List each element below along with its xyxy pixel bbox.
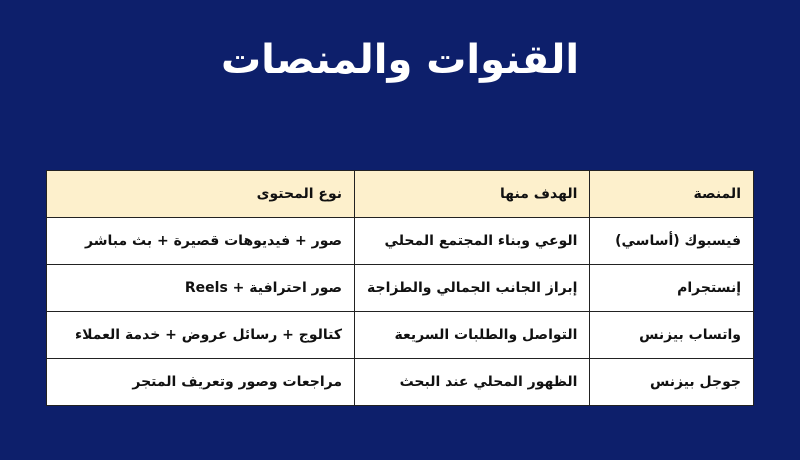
table-row <box>47 218 754 265</box>
cell-goal: الظهور المحلي عند البحث <box>355 359 590 406</box>
cell-platform: فيسبوك (أساسي) <box>590 218 754 265</box>
header-content-type: نوع المحتوى <box>47 171 355 218</box>
cell-goal: الوعي وبناء المجتمع المحلي <box>355 218 590 265</box>
cell-content-type: كتالوج + رسائل عروض + خدمة العملاء <box>47 312 355 359</box>
cell-goal: التواصل والطلبات السريعة <box>355 312 590 359</box>
table-header-row <box>47 171 754 218</box>
cell-content-type: صور احترافية + Reels <box>47 265 355 312</box>
cell-platform: إنستجرام <box>590 265 754 312</box>
channels-table <box>46 170 754 406</box>
cell-goal: إبراز الجانب الجمالي والطزاجة <box>355 265 590 312</box>
table-row <box>47 359 754 406</box>
cell-platform: واتساب بيزنس <box>590 312 754 359</box>
page-title: القنوات والمنصات <box>220 37 580 83</box>
header-goal: الهدف منها <box>355 171 590 218</box>
cell-content-type: صور + فيديوهات قصيرة + بث مباشر <box>47 218 355 265</box>
header-platform: المنصة <box>590 171 754 218</box>
cell-content-type: مراجعات وصور وتعريف المتجر <box>47 359 355 406</box>
cell-platform: جوجل بيزنس <box>590 359 754 406</box>
table-row <box>47 312 754 359</box>
table-row <box>47 265 754 312</box>
